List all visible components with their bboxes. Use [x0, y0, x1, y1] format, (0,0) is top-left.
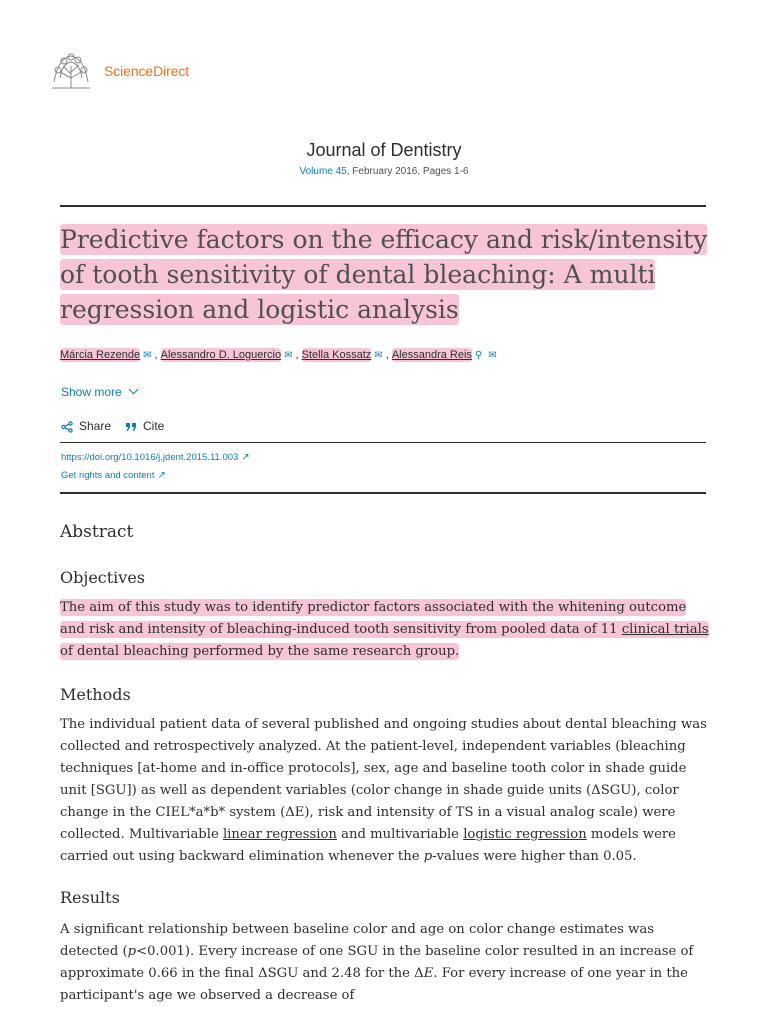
cite-label: Cite — [143, 419, 165, 433]
objectives-text — [60, 597, 710, 663]
top-divider — [60, 205, 706, 207]
author-0[interactable]: Márcia Rezende — [60, 349, 141, 361]
volume-link[interactable]: Volume 45 — [299, 166, 347, 177]
author-list: Márcia Rezende ✉ , Alessandro D. Loguercio ✉ , Stella Kossatz ✉ , Alessandra Reis ⚲ ✉ — [60, 349, 497, 361]
person-icon[interactable]: ⚲ — [474, 349, 483, 361]
article-title — [60, 222, 710, 327]
doi-link[interactable]: https://doi.org/10.1016/j.jdent.2015.11.003 ↗ — [61, 452, 250, 463]
methods-heading: Methods — [60, 685, 131, 704]
linear-regression-link[interactable]: linear regression — [222, 827, 337, 842]
author-2[interactable]: Stella Kossatz — [301, 349, 372, 361]
show-more-label: Show more — [61, 385, 122, 399]
logistic-regression-link[interactable]: logistic regression — [463, 827, 587, 842]
external-link-icon: ↗ — [157, 470, 166, 481]
elsevier-tree-logo[interactable] — [48, 48, 94, 90]
results-heading: Results — [60, 888, 120, 907]
issue-info — [0, 166, 768, 177]
links-divider-top — [60, 442, 706, 443]
email-icon[interactable]: ✉ — [374, 349, 383, 361]
author-3[interactable]: Alessandra Reis — [391, 349, 472, 361]
clinical-trials-link[interactable]: clinical trials — [621, 622, 709, 637]
abstract-heading: Abstract — [60, 522, 134, 542]
share-icon — [61, 421, 73, 433]
methods-text: The individual patient data of several published and ongoing studies about dental bleaching was collected and retrospectively analyzed. At the patient-level, independent variables (bleaching techniques [at-home and in-office protocols], sex, age and baseline tooth color in shade guide unit [SGU]) as well as dependent variables (color change in shade guide units (ΔSGU), color change in the CIEL*a*b* system (ΔE), risk and intensity of TS in a visual analog scale) were collected. Multivariable linear regression and multivariable logistic regression models were carried out using backward elimination whenever the p-values were higher than 0.05. — [60, 717, 707, 864]
objectives-heading: Objectives — [60, 568, 146, 587]
share-label: Share — [79, 419, 112, 433]
email-icon[interactable]: ✉ — [143, 349, 152, 361]
share-button[interactable] — [61, 419, 111, 433]
rights-link[interactable]: Get rights and content ↗ — [61, 470, 166, 481]
cite-button[interactable] — [125, 419, 164, 433]
email-icon[interactable]: ✉ — [488, 349, 497, 361]
issue-details: , February 2016, Pages 1-6 — [346, 166, 469, 177]
results-text: A significant relationship between baseline color and age on color change estimates was detected (p<0.001). Every increase of one SGU in the baseline color resulted in an increase of approximate 0.66 in the final ΔSGU and 2.48 for the ΔE. For every increase of one year in the participant's age we observed a decrease of — [60, 922, 694, 1003]
journal-name[interactable]: Journal of Dentistry — [306, 140, 462, 160]
quote-icon — [125, 421, 137, 433]
links-divider-bottom — [60, 492, 706, 494]
author-1[interactable]: Alessandro D. Loguercio — [160, 349, 282, 361]
email-icon[interactable]: ✉ — [284, 349, 293, 361]
title-highlight: Predictive factors on the efficacy and risk/intensity of tooth sensitivity of dental bleaching: A multi regression and logistic analysis — [60, 225, 708, 324]
objectives-highlight: The aim of this study was to identify predictor factors associated with the whitening outcome and risk and intensity of bleaching-induced tooth sensitivity from pooled data of 11 clinical trials of dental bleaching performed by the same research group. — [60, 600, 709, 659]
sciencedirect-logo[interactable]: ScienceDirect — [104, 63, 190, 79]
external-link-icon: ↗ — [241, 452, 250, 463]
show-more-button[interactable] — [61, 385, 137, 399]
chevron-down-icon — [128, 385, 138, 395]
